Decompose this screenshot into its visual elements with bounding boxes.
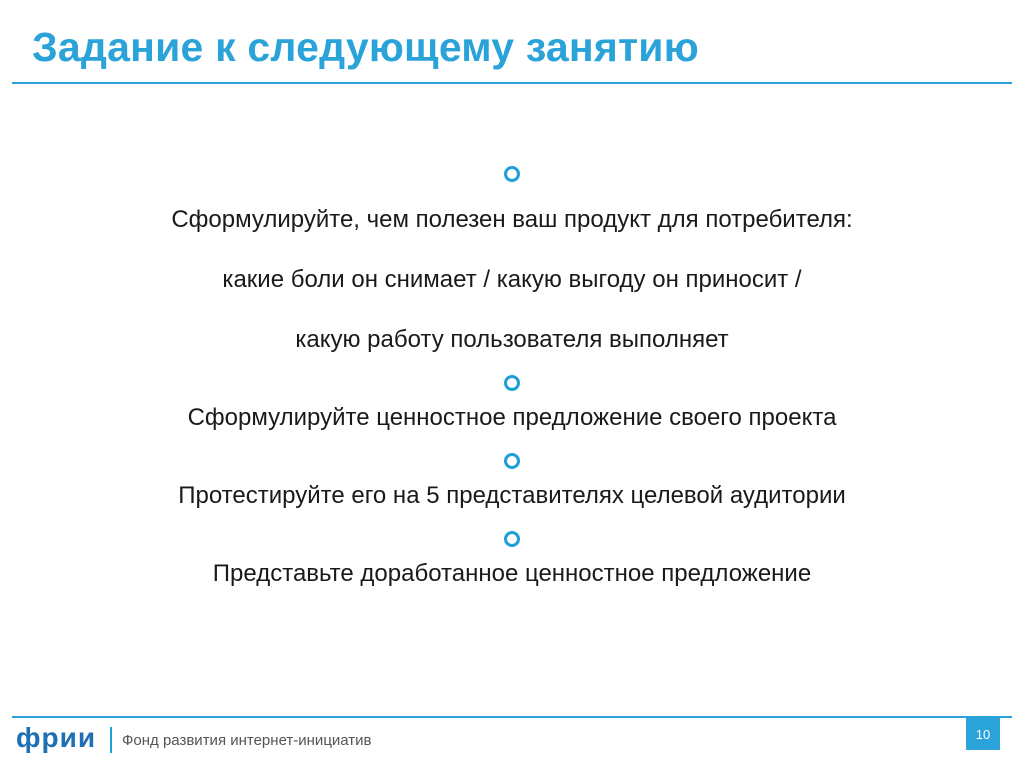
bullet-circle-icon: [504, 166, 520, 182]
title-divider: [12, 82, 1012, 84]
task-item-4: [0, 531, 1024, 596]
slide-title: Задание к следующему занятию: [32, 24, 699, 70]
task-item-text: какие боли он снимает / какую выгоду он приносит /: [222, 266, 802, 293]
bullet-circle-icon: [504, 375, 520, 391]
bullet-circle-icon: [504, 531, 520, 547]
task-item-1: [0, 166, 1024, 362]
footer-separator: [110, 727, 112, 753]
page-number-badge: 10: [966, 718, 1000, 750]
task-item-text: Представьте доработанное ценностное предложение: [212, 560, 812, 587]
task-item-text: Сформулируйте ценностное предложение своего проекта: [187, 404, 837, 431]
task-item-3: [0, 453, 1024, 518]
task-list: [0, 166, 1024, 596]
task-item-text: Протестируйте его на 5 представителях целевой аудитории: [178, 482, 846, 509]
footer-divider: [12, 716, 1012, 718]
bullet-circle-icon: [504, 453, 520, 469]
frii-logo: фрии: [16, 722, 97, 753]
task-item-text: какую работу пользователя выполняет: [295, 326, 729, 353]
task-item-2: [0, 375, 1024, 440]
footer-organization: Фонд развития интернет-инициатив: [122, 732, 372, 749]
task-item-text: Сформулируйте, чем полезен ваш продукт для потребителя:: [171, 206, 853, 233]
